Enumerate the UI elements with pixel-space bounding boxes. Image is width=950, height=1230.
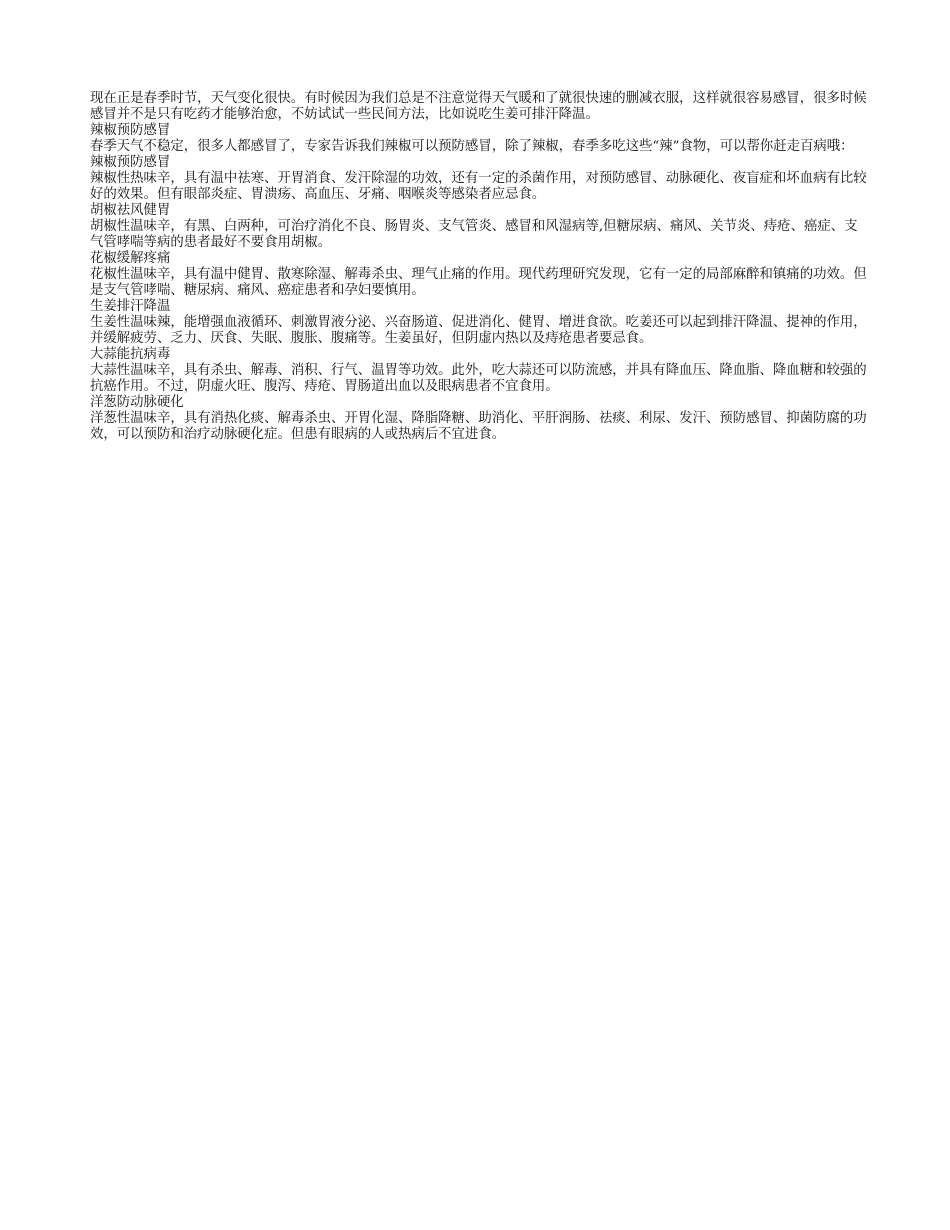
section-body-ginger: 生姜性温味辣，能增强血液循环、刺激胃液分泌、兴奋肠道、促进消化、健胃、增进食欲。吃姜还可以起到排汗降温、提神的作用，并缓解疲劳、乏力、厌食、失眠、腹胀、腹痛等。生姜虽好，但阴虚内热以及痔疮患者要忌食。: [90, 315, 867, 346]
section-body-onion: 洋葱性温味辛，具有消热化痰、解毒杀虫、开胃化湿、降脂降糖、助消化、平肝润肠、祛痰、利尿、发汗、预防感冒、抑菌防腐的功效，可以预防和治疗动脉硬化症。但患有眼病的人或热病后不宜进食。: [90, 411, 867, 442]
section-body-pepper: 胡椒性温味辛，有黑、白两种，可治疗消化不良、肠胃炎、支气管炎、感冒和风湿病等,但糖尿病、痛风、关节炎、痔疮、癌症、支气管哮喘等病的患者最好不要食用胡椒。: [90, 219, 858, 250]
intro-paragraph: 现在正是春季时节，天气变化很快。有时候因为我们总是不注意觉得天气暖和了就很快速的删减衣服，这样就很容易感冒，很多时候感冒并不是只有吃药才能够治愈，不妨试试一些民间方法，比如说吃生姜可排汗降温。: [90, 91, 867, 122]
section-body-sichuan-pepper: 花椒性温味辛，具有温中健胃、散寒除湿、解毒杀虫、理气止痛的作用。现代药理研究发现，它有一定的局部麻醉和镇痛的功效。但是支气管哮喘、糖尿病、痛风、癌症患者和孕妇要慎用。: [90, 267, 867, 298]
section-heading-sichuan-pepper: 花椒缓解疼痛: [90, 251, 171, 266]
section-heading-garlic: 大蒜能抗病毒: [90, 347, 171, 362]
section-heading-pepper: 胡椒祛风健胃: [90, 203, 171, 218]
section-heading-chili: 辣椒预防感冒: [90, 155, 171, 170]
article-title: 辣椒预防感冒: [90, 123, 171, 138]
section-heading-onion: 洋葱防动脉硬化: [90, 395, 184, 410]
section-body-garlic: 大蒜性温味辛，具有杀虫、解毒、消积、行气、温胃等功效。此外，吃大蒜还可以防流感，并具有降血压、降血脂、降血糖和较强的抗癌作用。不过，阴虚火旺、腹泻、痔疮、胃肠道出血以及眼病患者不宜食用。: [90, 363, 867, 394]
section-body-chili: 辣椒性热味辛，具有温中祛寒、开胃消食、发汗除湿的功效，还有一定的杀菌作用，对预防感冒、动脉硬化、夜盲症和坏血病有比较好的效果。但有眼部炎症、胃溃疡、高血压、牙痛、咽喉炎等感染者应忌食。: [90, 171, 867, 202]
section-heading-ginger: 生姜排汗降温: [90, 299, 171, 314]
lead-paragraph: 春季天气不稳定，很多人都感冒了，专家告诉我们辣椒可以预防感冒，除了辣椒，春季多吃这些“辣”食物，可以帮你赶走百病哦：: [90, 139, 854, 154]
article: [90, 91, 870, 443]
